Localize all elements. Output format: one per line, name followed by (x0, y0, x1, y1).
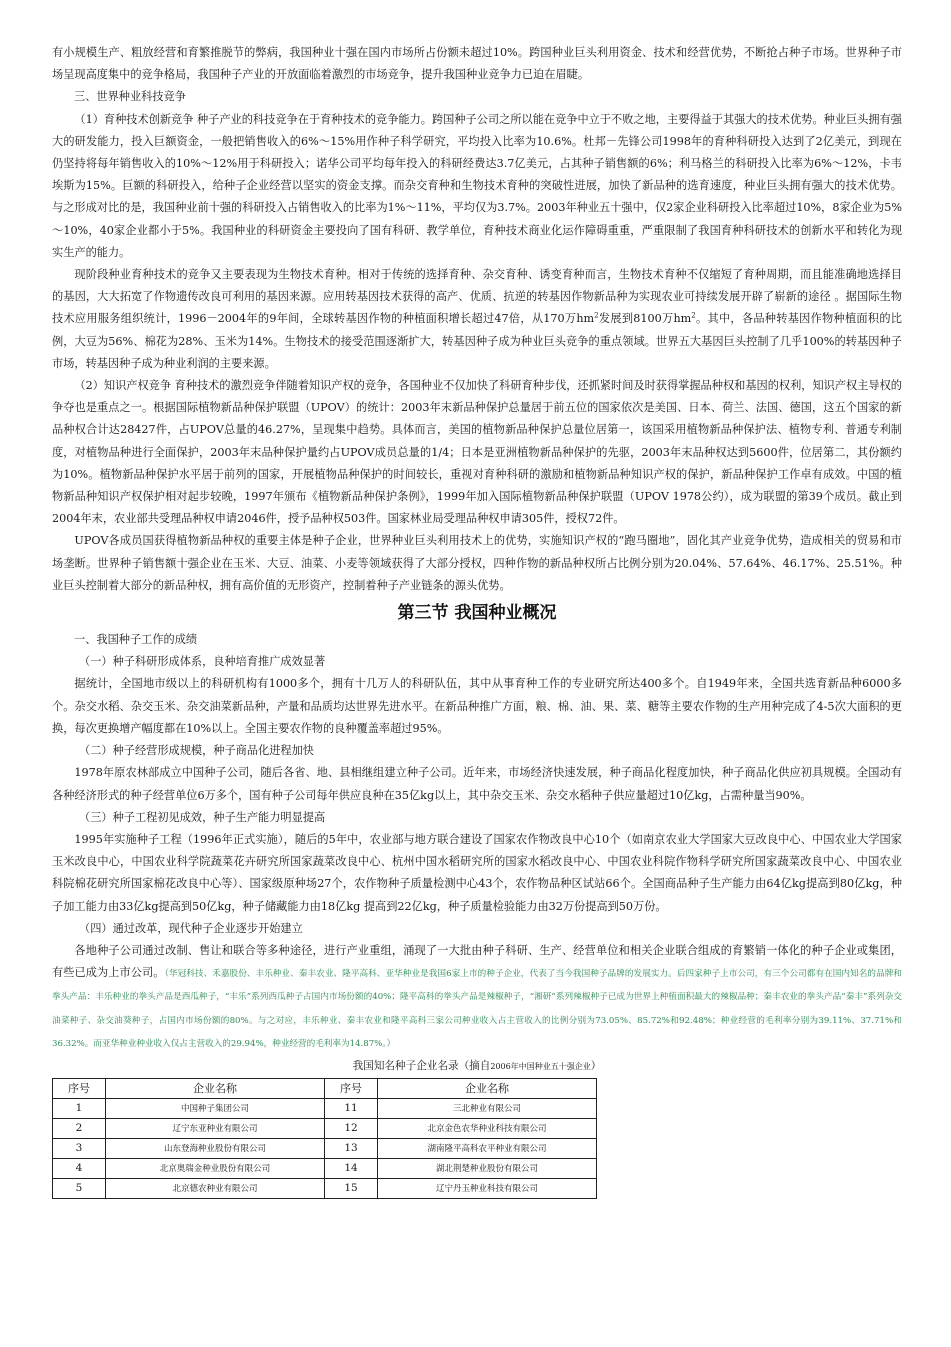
table-cell: 3 (53, 1138, 106, 1158)
table-cell: 北京德农种业有限公司 (106, 1178, 325, 1198)
paragraph: 1995年实施种子工程（1996年正式实施），随后的5年中，农业部与地方联合建设了国家农作物改良中心10个（如南京农业大学国家大豆改良中心、中国农业大学国家玉米改良中心，中国农业科学院蔬菜花卉研究所国家蔬菜改良中心、杭州中国水稻研究所的国家水稻改良中心、中国农业科院作物科学研究所国家蔬菜改良中心、中国农业科院棉花研究所国家棉花改良中心等）、国家级原种场27个，农作物种子质量检测中心43个，农作物品种区试站66个。全国商品种子生产能力由64亿kg提高到80亿kg，种子加工能力由33亿kg提高到50亿kg，种子储藏能力由18亿kg 提高到22亿kg，种子质量检验能力由32万份提高到50万份。 (52, 832, 902, 913)
header-cell: 序号 (325, 1078, 378, 1098)
header-cell: 企业名称 (106, 1078, 325, 1098)
paragraph-biotech (52, 264, 902, 375)
paragraph: 有小规模生产、粗放经营和育繁推脱节的弊病，我国种业十强在国内市场所占份额未超过10%。跨国种业巨头利用资金、技术和经营优势，不断抢占种子市场。世界种子市场呈现高度集中的竞争格局，我国种子产业的开放面临着激烈的市场竞争，提升我国种业竞争力已迫在眉睫。 (52, 46, 902, 82)
superscript: 2 (691, 311, 696, 320)
header-cell: 序号 (53, 1078, 106, 1098)
table-cell: 4 (53, 1158, 106, 1178)
table-cell: 13 (325, 1138, 378, 1158)
subheading: 一、我国种子工作的成绩 (74, 633, 198, 647)
table-cell: 湖南隆平高科农平种业有限公司 (378, 1138, 597, 1158)
document-page (52, 42, 902, 1199)
table-cell: 中国种子集团公司 (106, 1098, 325, 1118)
caption-text: 我国知名种子企业名录（摘自 (352, 1059, 491, 1072)
header-cell: 企业名称 (378, 1078, 597, 1098)
table-row (53, 1098, 597, 1118)
subheading: （二）种子经营形成规模，种子商品化进程加快 (79, 744, 314, 758)
company-table (52, 1078, 597, 1199)
caption-source: 2006年中国种业五十强企业 (490, 1061, 591, 1071)
subheading: （三）种子工程初见成效，种子生产能力明显提高 (79, 810, 326, 824)
table-cell: 辽宁丹玉种业科技有限公司 (378, 1178, 597, 1198)
table-cell: 5 (53, 1178, 106, 1198)
table-cell: 1 (53, 1098, 106, 1118)
table-cell: 湖北荆楚种业股份有限公司 (378, 1158, 597, 1178)
table-cell: 11 (325, 1098, 378, 1118)
text-run: 各地种子公司通过改制、售让和联合等多种途径，进行产业重组，涌现了一大批由种子科研、生产、经营单位和相关企业联合组成的育繁销一体化的种子企业或集团，有些已成为上市公司。 (52, 943, 902, 980)
note-text: （华冠科技、禾嘉股份、丰乐种业、秦丰农业、隆平高科、亚华种业是我国6家上市的种子企业，代表了当今我国种子品牌的发展实力。后四家种子上市公司，有三个公司都有在国内知名的品牌和拳头产品：丰乐种业的拳头产品是西瓜种子，“丰乐”系列西瓜种子占国内市场份额的40%；隆平高科的拳头产品是辣椒种子，“湘研”系列辣椒种子已成为世界上种植面积最大的辣椒品种；秦丰农业的拳头产品“秦丰”系列杂交油菜种子、杂交油葵种子，占国内市场份额的80%。与之对应，丰乐种业、秦丰农业和隆平高科三家公司种业收入占主营收入的比例分别为73.05%、85.72%和92.48%；种业经营的毛利率分别为39.11%、37.71%和36.32%。而亚华种业种业收入仅占主营收入的29.94%，种业经营的毛利率为14.87%。） (52, 969, 902, 1049)
table-cell: 三北种业有限公司 (378, 1098, 597, 1118)
subheading-world-tech: 三、世界种业科技竞争 (74, 90, 186, 104)
table-cell: 辽宁东亚种业有限公司 (106, 1118, 325, 1138)
table-row (53, 1138, 597, 1158)
text-run: 。其中，各品种转基因作物种植面积的比例，大豆为56%、棉花为28%、玉米为14%。生物技术的接受范围逐渐扩大，转基因种子成为种业巨头竞争的重点领域。世界五大基因巨头控制了几乎100%的转基因种子市场，转基因种子成为种业利润的主要来源。 (52, 312, 902, 370)
table-cell: 北京奥瑞金种业股份有限公司 (106, 1158, 325, 1178)
paragraph: （1）育种技术创新竞争 种子产业的科技竞争在于育种技术的竞争能力。跨国种子公司之所以能在竞争中立于不败之地，主要得益于其强大的技术优势。种业巨头拥有强大的研发能力，投入巨额资金，一般把销售收入的6%～15%用作种子科学研究，平均投入比率为10.6%。杜邦－先锋公司1998年的育种科研投入达到了2亿美元，到现在仍坚持将每年销售收入的10%～12%用于科研投入；诺华公司平均每年投入的科研经费达3.7亿美元，占其种子销售额的6%；利马格兰的科研投入比率为6%～12%，卡韦埃斯为15%。巨额的科研投入，给种子企业经营以坚实的资金支撑。而杂交育种和生物技术育种的突破性进展，加快了新品种的选育速度，种业巨头拥有强大的技术优势。与之形成对比的是，我国种业前十强的科研投入占销售收入的比率为1%～11%，平均仅为3.7%。2003年种业五十强中，仅2家企业科研投入比率超过10%，8家企业为5%～10%，40家企业都小于5%。我国种业的科研资金主要投向了国有科研、教学单位，育种技术商业化运作障碍重重，严重限制了我国育种科研技术的创新水平和转化为现实生产的能力。 (52, 112, 902, 259)
table-cell: 12 (325, 1118, 378, 1138)
paragraph: 1978年原农林部成立中国种子公司，随后各省、地、县相继组建立种子公司。近年来，市场经济快速发展，种子商品化程度加快，种子商品化供应初具规模。全国动有各种经济形式的种子经营单位6万多个，国有种子公司每年供应良种在35亿kg以上，其中杂交玉米、杂交水稻种子供应量超过10亿kg，占需种量当90%。 (52, 766, 902, 802)
paragraph: UPOV各成员国获得植物新品种权的重要主体是种子企业，世界种业巨头利用技术上的优势，实施知识产权的“跑马圈地”，固化其产业竞争优势，造成相关的贸易和市场垄断。世界种子销售额十强企业在玉米、大豆、油菜、小麦等领域获得了大部分授权，四种作物的新品种权所占比例分别为20.04%、57.64%、46.17%、25.51%。种业巨头控制着大部分的新品种权，拥有高价值的无形资产，控制着种子产业链条的源头优势。 (52, 534, 902, 592)
table-cell: 北京金色农华种业科技有限公司 (378, 1118, 597, 1138)
text-run: 现阶段种业育种技术的竞争又主要表现为生物技术育种。相对于传统的选择育种、杂交育种、诱变育种而言，生物技术育种不仅缩短了育种周期，而且能准确地选择目的基因，大大拓宽了作物遗传改良可利用的基因来源。应用转基因技术获得的高产、优质、抗逆的转基因作物新品种为实现农业可持续发展开辟了崭新的途径 。据国际生物技术应用服务组织统计，1996－2004年的9年间，全球转基因作物的种植面积增长超过47倍，从170万hm (52, 268, 902, 326)
text-run: 发展到8100万hm (598, 312, 692, 326)
subheading: （四）通过改革，现代种子企业逐步开始建立 (79, 921, 303, 935)
subheading: （一）种子科研形成体系，良种培育推广成效显著 (79, 655, 326, 669)
paragraph-companies (52, 940, 902, 1055)
table-caption (52, 1057, 902, 1076)
table-row (53, 1118, 597, 1138)
paragraph: 据统计，全国地市级以上的科研机构有1000多个，拥有十几万人的科研队伍，其中从事育种工作的专业研究所达400多个。自1949年来，全国共选育新品种6000多个。杂交水稻、杂交玉米、杂交油菜新品种，产量和品质均达世界先进水平。在新品种推广方面，粮、棉、油、果、菜、糖等主要农作物的生产用种完成了4-5次大面积的更换，每次更换增产幅度都在10%以上。全国主要农作物的良种覆盖率超过95%。 (52, 677, 902, 735)
table-cell: 14 (325, 1158, 378, 1178)
table-cell: 2 (53, 1118, 106, 1138)
table-row (53, 1178, 597, 1198)
section-title: 第三节 我国种业概况 (397, 603, 557, 624)
table-cell: 15 (325, 1178, 378, 1198)
paragraph: （2）知识产权竞争 育种技术的激烈竞争伴随着知识产权的竞争，各国种业不仅加快了科研育种步伐，还抓紧时间及时获得掌握品种权和基因的权利，知识产权主导权的争夺也是重点之一。根据国际植物新品种保护联盟（UPOV）的统计：2003年末新品种保护总量居于前五位的国家依次是美国、日本、荷兰、法国、德国，这五个国家的新品种权合计达28427件，占UPOV总量的46.27%，呈现集中趋势。具体而言，美国的植物新品种保护总量位居第一，该国采用植物新品种保护法、植物专利、普通专利制度，对植物品种进行全面保护，2003年末品种保护量约占UPOV成员总量的1/4；日本是亚洲植物新品种保护的先驱，2003年末品种权达到5600件，位居第二，其份额约为10%。植物新品种保护水平居于前列的国家，开展植物品种保护的时间较长，重视对育种科研的激励和植物新品种知识产权的保护，新品种保护工作卓有成效。中国的植物新品种知识产权保护相对起步较晚，1997年颁布《植物新品种保护条例》，1999年加入国际植物新品种保护联盟（UPOV 1978公约），成为联盟的第39个成员。截止到2004年末，农业部共受理品种权申请2046件，授予品种权503件。国家林业局受理品种权申请305件，授权72件。 (52, 379, 902, 526)
table-cell: 山东登海种业股份有限公司 (106, 1138, 325, 1158)
table-header-row (53, 1078, 597, 1098)
table-row (53, 1158, 597, 1178)
caption-end: ） (590, 1059, 602, 1072)
superscript: 2 (594, 311, 599, 320)
